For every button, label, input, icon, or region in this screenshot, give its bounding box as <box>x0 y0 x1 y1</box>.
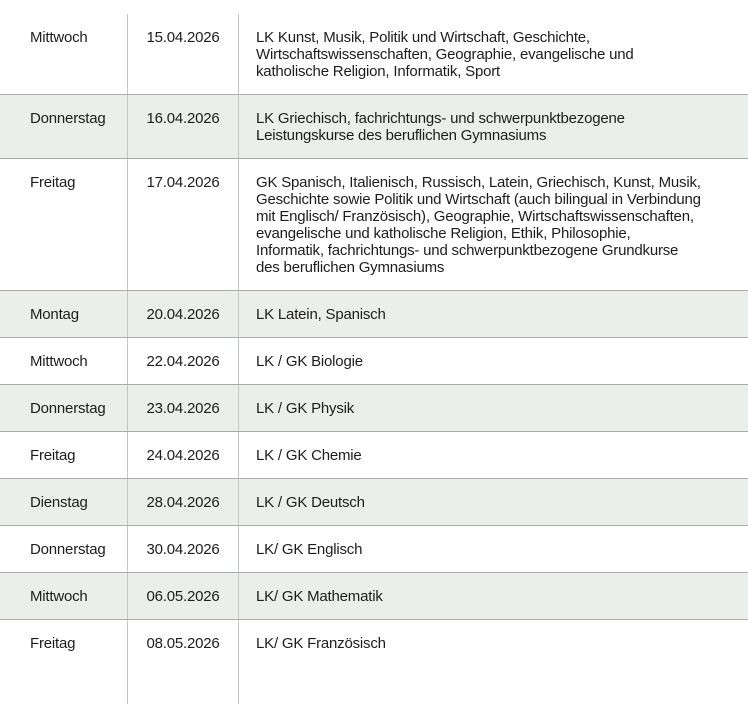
day-cell: Donnerstag <box>0 526 128 572</box>
table-row <box>0 94 748 158</box>
table-row <box>0 525 748 572</box>
exam-schedule-table <box>0 14 748 704</box>
table-row <box>0 619 748 704</box>
subjects-cell: LK / GK Biologie <box>256 353 363 370</box>
day-cell: Dienstag <box>0 479 128 525</box>
table-row <box>0 337 748 384</box>
subjects-cell: LK / GK Physik <box>256 400 355 417</box>
subjects-cell: GK Spanisch, Italienisch, Russisch, Latein, Griechisch, Kunst, Musik, Geschichte sowie Politik und Wirtschaft (auch bilingual in Verbindung mit Englisch/ Französisch), Geographie, Wirtschaftswissenschaften, evangelische und katholische Religion, Ethik, Philosophie, Informatik, fachrichtungs- und schwerpunktbezogene Grundkurse des beruflichen Gymnasiums <box>256 174 701 276</box>
table-row <box>0 290 748 337</box>
date-cell: 06.05.2026 <box>128 573 239 619</box>
day-cell: Donnerstag <box>0 385 128 431</box>
subjects-cell: LK/ GK Französisch <box>256 635 386 652</box>
table-row <box>0 158 748 290</box>
subjects-cell: LK Latein, Spanisch <box>256 306 386 323</box>
table-row <box>0 14 748 94</box>
date-cell: 24.04.2026 <box>128 432 239 478</box>
table-row <box>0 431 748 478</box>
subjects-cell: LK/ GK Englisch <box>256 541 363 558</box>
subjects-cell: LK/ GK Mathematik <box>256 588 383 605</box>
date-cell: 17.04.2026 <box>128 159 239 290</box>
date-cell: 22.04.2026 <box>128 338 239 384</box>
day-cell: Donnerstag <box>0 95 128 158</box>
table-row <box>0 478 748 525</box>
day-cell: Mittwoch <box>0 14 128 94</box>
date-cell: 15.04.2026 <box>128 14 239 94</box>
date-cell: 23.04.2026 <box>128 385 239 431</box>
subjects-cell: LK Griechisch, fachrichtungs- und schwerpunktbezogene Leistungskurse des beruflichen Gymnasiums <box>256 110 625 144</box>
date-cell: 20.04.2026 <box>128 291 239 337</box>
date-cell: 08.05.2026 <box>128 620 239 704</box>
day-cell: Mittwoch <box>0 573 128 619</box>
day-cell: Freitag <box>0 159 128 290</box>
table-row <box>0 384 748 431</box>
date-cell: 30.04.2026 <box>128 526 239 572</box>
day-cell: Freitag <box>0 432 128 478</box>
day-cell: Freitag <box>0 620 128 704</box>
date-cell: 28.04.2026 <box>128 479 239 525</box>
subjects-cell: LK / GK Chemie <box>256 447 362 464</box>
table-row <box>0 572 748 619</box>
day-cell: Mittwoch <box>0 338 128 384</box>
day-cell: Montag <box>0 291 128 337</box>
subjects-cell: LK / GK Deutsch <box>256 494 365 511</box>
date-cell: 16.04.2026 <box>128 95 239 158</box>
subjects-cell: LK Kunst, Musik, Politik und Wirtschaft, Geschichte, Wirtschaftswissenschaften, Geographie, evangelische und katholische Religion, Informatik, Sport <box>256 29 634 80</box>
